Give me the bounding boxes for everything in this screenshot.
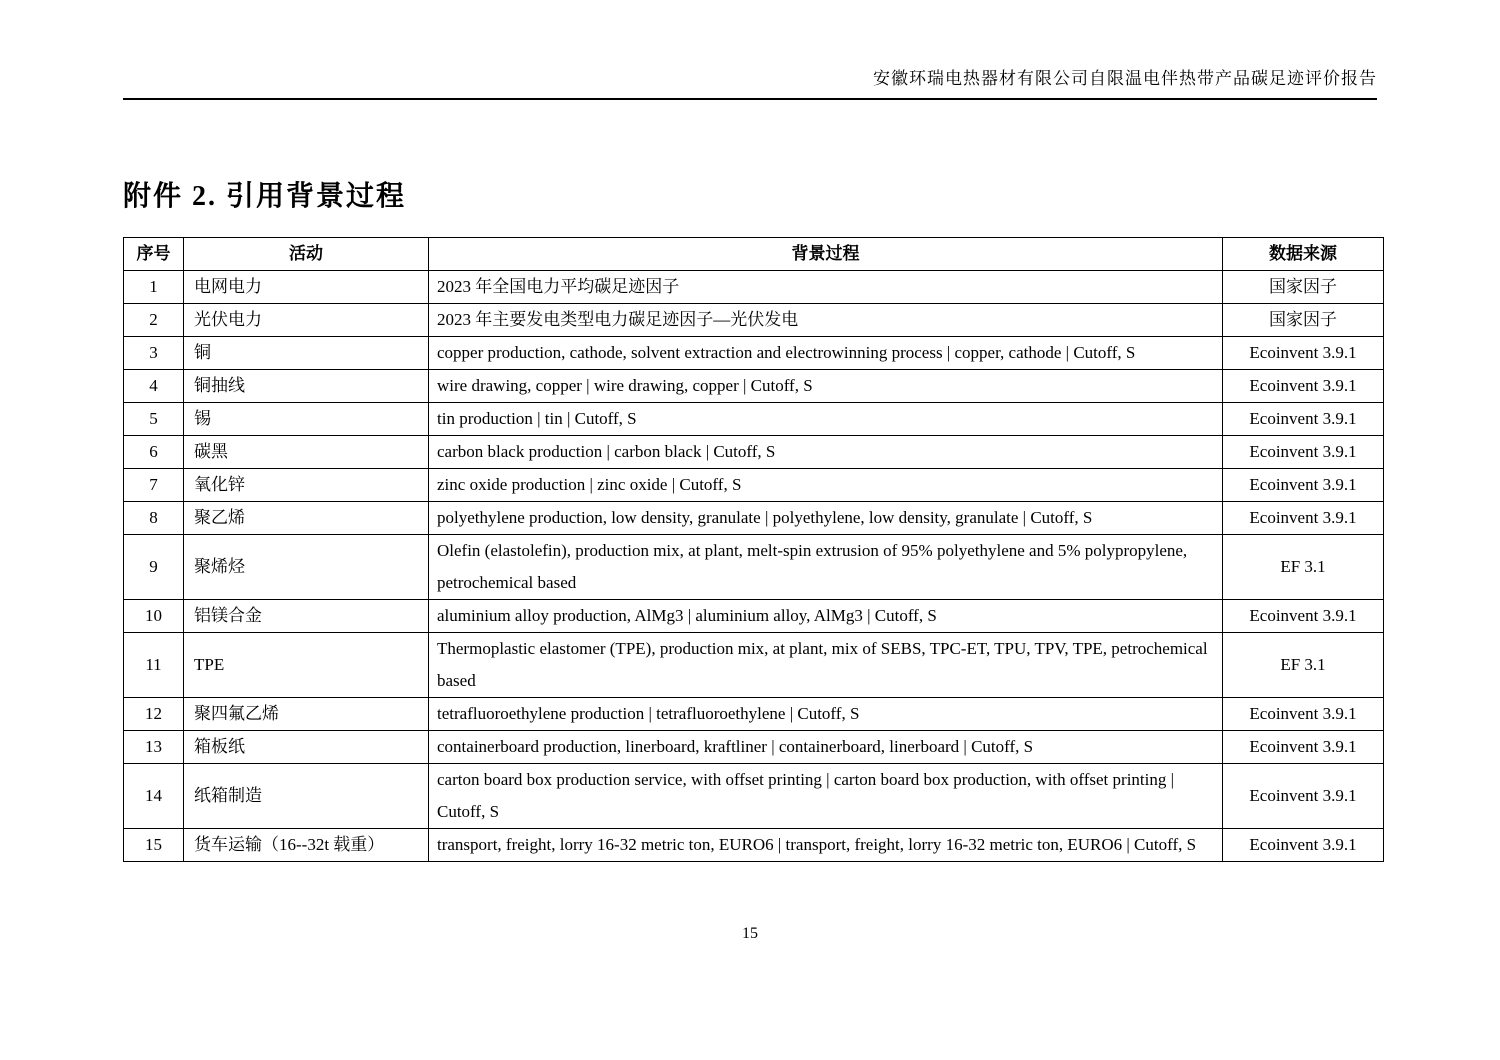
row-activity-cell: 电网电力 — [184, 271, 429, 304]
row-number-cell: 7 — [124, 469, 184, 502]
table-row — [124, 764, 1384, 829]
row-process-cell: transport, freight, lorry 16-32 metric ton, EURO6 | transport, freight, lorry 16-32 metric ton, EURO6 | Cutoff, S — [429, 829, 1223, 862]
row-number-cell: 12 — [124, 698, 184, 731]
row-source-cell: Ecoinvent 3.9.1 — [1223, 502, 1384, 535]
row-process-cell: wire drawing, copper | wire drawing, copper | Cutoff, S — [429, 370, 1223, 403]
table-header-row — [124, 238, 1384, 271]
page-header-title: 安徽环瑞电热器材有限公司自限温电伴热带产品碳足迹评价报告 — [123, 66, 1377, 100]
row-number-cell: 1 — [124, 271, 184, 304]
row-number-cell: 8 — [124, 502, 184, 535]
row-source-cell: Ecoinvent 3.9.1 — [1223, 469, 1384, 502]
row-process-cell: tetrafluoroethylene production | tetrafluoroethylene | Cutoff, S — [429, 698, 1223, 731]
table-row — [124, 337, 1384, 370]
row-source-cell: Ecoinvent 3.9.1 — [1223, 436, 1384, 469]
row-source-cell: Ecoinvent 3.9.1 — [1223, 337, 1384, 370]
row-activity-cell: 纸箱制造 — [184, 764, 429, 829]
table-row — [124, 436, 1384, 469]
row-activity-cell: 氧化锌 — [184, 469, 429, 502]
row-number-cell: 11 — [124, 633, 184, 698]
row-process-cell: Olefin (elastolefin), production mix, at plant, melt-spin extrusion of 95% polyethylene and 5% polypropylene, petrochemical based — [429, 535, 1223, 600]
row-number-cell: 15 — [124, 829, 184, 862]
row-source-cell: 国家因子 — [1223, 271, 1384, 304]
row-process-cell: zinc oxide production | zinc oxide | Cutoff, S — [429, 469, 1223, 502]
row-source-cell: Ecoinvent 3.9.1 — [1223, 600, 1384, 633]
row-source-cell: Ecoinvent 3.9.1 — [1223, 370, 1384, 403]
row-activity-cell: 货车运输（16--32t 载重） — [184, 829, 429, 862]
table-row — [124, 271, 1384, 304]
row-process-cell: carbon black production | carbon black | Cutoff, S — [429, 436, 1223, 469]
column-header-process: 背景过程 — [429, 238, 1223, 271]
row-source-cell: Ecoinvent 3.9.1 — [1223, 764, 1384, 829]
table-row — [124, 370, 1384, 403]
row-number-cell: 3 — [124, 337, 184, 370]
row-process-cell: 2023 年全国电力平均碳足迹因子 — [429, 271, 1223, 304]
page-number: 15 — [742, 925, 758, 942]
column-header-source: 数据来源 — [1223, 238, 1384, 271]
row-activity-cell: 锡 — [184, 403, 429, 436]
row-process-cell: 2023 年主要发电类型电力碳足迹因子—光伏发电 — [429, 304, 1223, 337]
section-title: 附件 2. 引用背景过程 — [123, 181, 407, 212]
row-source-cell: 国家因子 — [1223, 304, 1384, 337]
row-activity-cell: 铝镁合金 — [184, 600, 429, 633]
table-row — [124, 600, 1384, 633]
row-process-cell: containerboard production, linerboard, kraftliner | containerboard, linerboard | Cutoff, S — [429, 731, 1223, 764]
row-number-cell: 2 — [124, 304, 184, 337]
row-source-cell: Ecoinvent 3.9.1 — [1223, 829, 1384, 862]
table-row — [124, 502, 1384, 535]
row-source-cell: Ecoinvent 3.9.1 — [1223, 403, 1384, 436]
row-process-cell: copper production, cathode, solvent extraction and electrowinning process | copper, cathode | Cutoff, S — [429, 337, 1223, 370]
column-header-no: 序号 — [124, 238, 184, 271]
row-source-cell: Ecoinvent 3.9.1 — [1223, 698, 1384, 731]
table-row — [124, 829, 1384, 862]
table-row — [124, 304, 1384, 337]
row-activity-cell: 聚乙烯 — [184, 502, 429, 535]
row-number-cell: 14 — [124, 764, 184, 829]
row-process-cell: Thermoplastic elastomer (TPE), production mix, at plant, mix of SEBS, TPC-ET, TPU, TPV, TPE, petrochemical based — [429, 633, 1223, 698]
row-activity-cell: 光伏电力 — [184, 304, 429, 337]
row-activity-cell: 碳黑 — [184, 436, 429, 469]
row-number-cell: 5 — [124, 403, 184, 436]
column-header-activity: 活动 — [184, 238, 429, 271]
row-source-cell: EF 3.1 — [1223, 535, 1384, 600]
row-number-cell: 4 — [124, 370, 184, 403]
table-row — [124, 469, 1384, 502]
table-row — [124, 633, 1384, 698]
table-row — [124, 731, 1384, 764]
background-process-table — [123, 237, 1384, 862]
row-source-cell: EF 3.1 — [1223, 633, 1384, 698]
row-number-cell: 6 — [124, 436, 184, 469]
row-activity-cell: 铜 — [184, 337, 429, 370]
row-activity-cell: 铜抽线 — [184, 370, 429, 403]
row-activity-cell: 箱板纸 — [184, 731, 429, 764]
row-number-cell: 13 — [124, 731, 184, 764]
row-number-cell: 9 — [124, 535, 184, 600]
row-activity-cell: 聚四氟乙烯 — [184, 698, 429, 731]
row-activity-cell: 聚烯烃 — [184, 535, 429, 600]
row-source-cell: Ecoinvent 3.9.1 — [1223, 731, 1384, 764]
row-process-cell: tin production | tin | Cutoff, S — [429, 403, 1223, 436]
row-process-cell: aluminium alloy production, AlMg3 | aluminium alloy, AlMg3 | Cutoff, S — [429, 600, 1223, 633]
row-process-cell: carton board box production service, with offset printing | carton board box production, with offset printing | Cutoff, S — [429, 764, 1223, 829]
row-number-cell: 10 — [124, 600, 184, 633]
table-row — [124, 698, 1384, 731]
row-process-cell: polyethylene production, low density, granulate | polyethylene, low density, granulate | Cutoff, S — [429, 502, 1223, 535]
row-activity-cell: TPE — [184, 633, 429, 698]
table-row — [124, 403, 1384, 436]
table-row — [124, 535, 1384, 600]
